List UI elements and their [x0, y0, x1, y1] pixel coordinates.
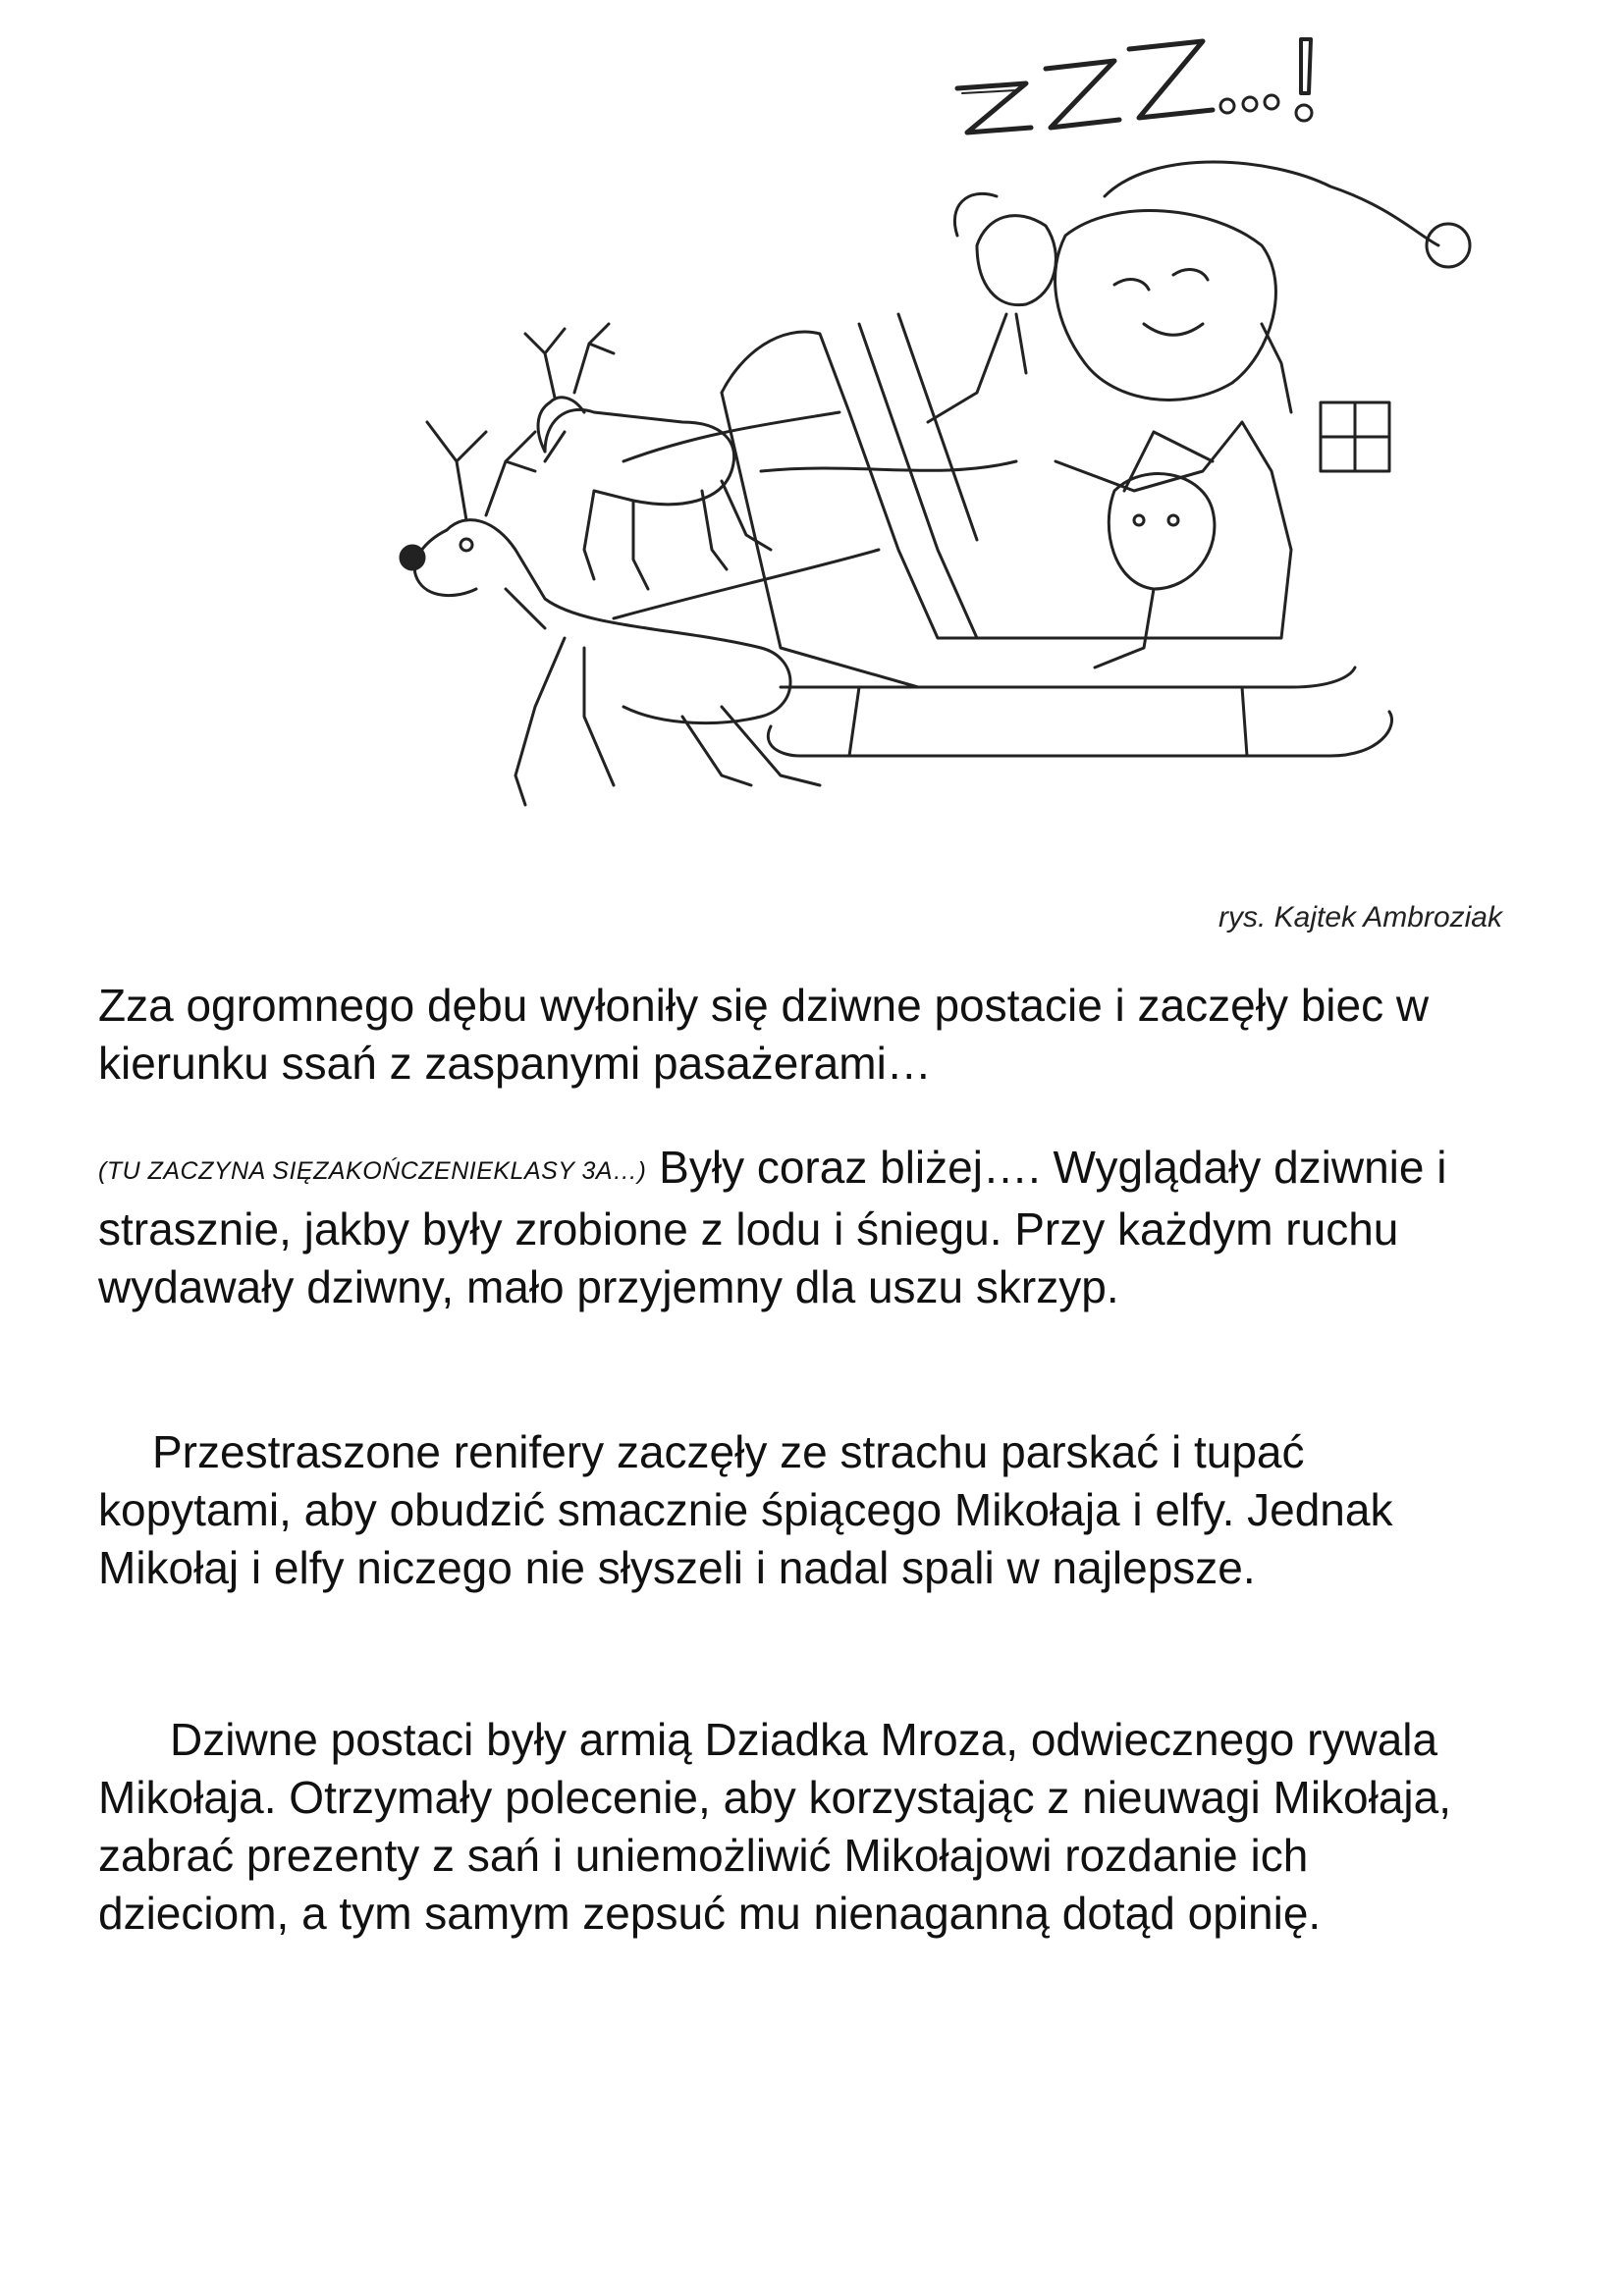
- santa-sleeping: [1056, 162, 1470, 412]
- reindeer-back: [525, 324, 771, 589]
- paragraph-reindeer: Przestraszone renifery zaczęły ze strachu parskać i tupać kopytami, aby obudzić smacznie śpiącego Mikołaja i elfy. Jednak Mikołaj i elfy niczego nie słyszeli i nadal spali w najlepsze.: [98, 1426, 1393, 1593]
- class-note: (TU ZACZYNA SIĘZAKOŃCZENIEKLASY 3A…): [98, 1157, 647, 1185]
- paragraph-approach-text: Były coraz bliżej…. Wyglądały dziwnie i strasznie, jakby były zrobione z lodu i śniegu. Przy każdym ruchu wydawały dziwny, mało przyjemny dla uszu skrzyp.: [98, 1142, 1447, 1312]
- sleigh-drawing: [172, 0, 1488, 854]
- reindeer-front: [401, 422, 820, 805]
- sleigh: [722, 314, 1392, 756]
- gift-box: [1321, 402, 1389, 471]
- paragraph-army: Dziwne postaci były armią Dziadka Mroza, odwiecznego rywala Mikołaja. Otrzymały polecenie, aby korzystając z nieuwagi Mikołaja, zabrać prezenty z sań i uniemożliwić Mikołajowi rozdanie ich dzieciom, a tym samym zepsuć mu nienaganną dotąd opinię.: [98, 1714, 1452, 1939]
- elf-middle: [1095, 432, 1215, 667]
- elf-top: [928, 193, 1056, 422]
- snore-zzz: [957, 39, 1312, 133]
- paragraph-intro: Zza ogromnego dębu wyłoniły się dziwne postacie i zaczęły biec w kierunku ssań z zaspanymi pasażerami…: [98, 980, 1430, 1089]
- illustration-caption: rys. Kajtek Ambroziak: [1218, 901, 1502, 934]
- paragraph-approach: [98, 1139, 1492, 1316]
